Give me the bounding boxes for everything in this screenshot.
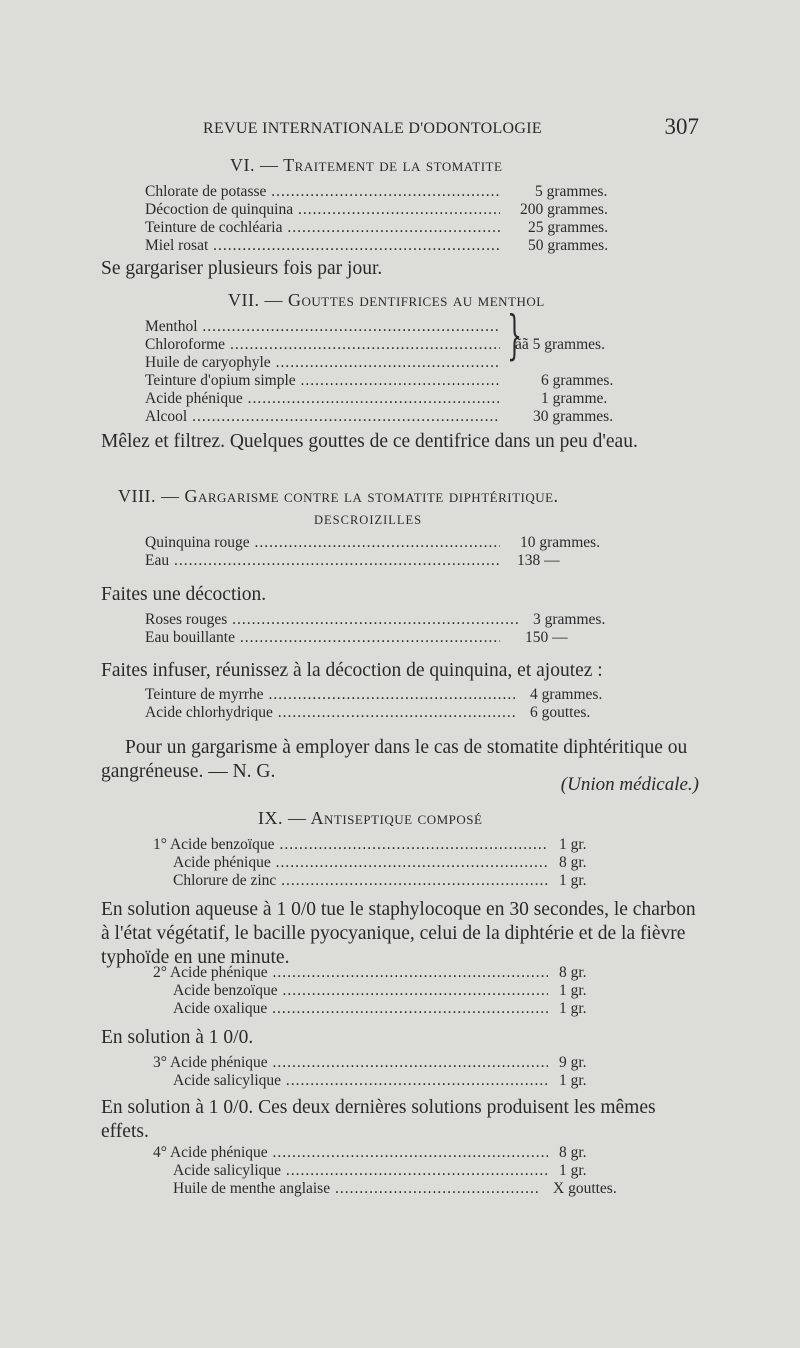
recipe-table-vi bbox=[145, 183, 630, 255]
instruction-text: Faites une décoction. bbox=[101, 584, 267, 605]
recipe-table-vii bbox=[145, 318, 645, 426]
table-row: Alcool ..... 30 grammes. bbox=[145, 408, 645, 426]
table-row: 4° Acide phénique ..... 8 gr. bbox=[153, 1144, 633, 1162]
recipe-table-viii-c bbox=[145, 686, 630, 722]
table-row: Quinquina rouge ..... 10 grammes. bbox=[145, 534, 630, 552]
table-row: Eau ..... 138 — bbox=[145, 552, 630, 570]
table-row: Huile de menthe anglaise ..... X gouttes. bbox=[173, 1180, 633, 1198]
table-row: Acide phénique ..... 1 gramme. bbox=[145, 390, 645, 408]
formula-2 bbox=[153, 964, 613, 1018]
formula-4 bbox=[153, 1144, 633, 1198]
table-row: Acide salicylique ..... 1 gr. bbox=[173, 1162, 633, 1180]
paragraph: En solution à 1 0/0. Ces deux dernières solutions produisent les mêmes effets. bbox=[101, 1097, 656, 1142]
table-row: Acide oxalique ..... 1 gr. bbox=[173, 1000, 613, 1018]
section-title-ix: IX. — Antiseptique composé bbox=[258, 808, 483, 828]
section-title-viii: VIII. — Gargarisme contre la stomatite diphtéritique. bbox=[118, 486, 559, 506]
instruction-text: En solution à 1 0/0. bbox=[101, 1027, 254, 1048]
source-citation: (Union médicale.) bbox=[560, 774, 699, 795]
author-name: DESCROIZILLES bbox=[314, 513, 423, 527]
group-quantity: ãã 5 grammes. bbox=[515, 336, 605, 353]
table-row: Chlorure de zinc ..... 1 gr. bbox=[173, 872, 613, 890]
table-row: Teinture d'opium simple ..... 6 grammes. bbox=[145, 372, 645, 390]
table-row: Acide salicylique ..... 1 gr. bbox=[173, 1072, 613, 1090]
instruction-text: Mêlez et filtrez. Quelques gouttes de ce dentifrice dans un peu d'eau. bbox=[101, 431, 638, 452]
table-row: Chloroforme ..... ãã 5 grammes. bbox=[145, 336, 645, 354]
table-row: 3° Acide phénique ..... 9 gr. bbox=[153, 1054, 613, 1072]
table-row: Teinture de cochléaria ..... 25 grammes. bbox=[145, 219, 630, 237]
table-row: Menthol ..... bbox=[145, 318, 645, 336]
section-title-vii: VII. — Gouttes dentifrices au menthol bbox=[228, 290, 545, 310]
recipe-table-viii-a bbox=[145, 534, 630, 570]
paragraph: Pour un gargarisme à employer dans le cas de stomatite diphtéritique ou gangréneuse. — N. G. bbox=[101, 737, 688, 782]
instruction-text: Se gargariser plusieurs fois par jour. bbox=[101, 258, 383, 279]
table-row: Acide benzoïque ..... 1 gr. bbox=[173, 982, 613, 1000]
table-row: Chlorate de potasse ..... 5 grammes. bbox=[145, 183, 630, 201]
instruction-text: Faites infuser, réunissez à la décoction de quinquina, et ajoutez : bbox=[101, 660, 603, 681]
table-row: Décoction de quinquina ..... 200 grammes. bbox=[145, 201, 630, 219]
table-row: Roses rouges ..... 3 grammes. bbox=[145, 611, 630, 629]
recipe-table-viii-b bbox=[145, 611, 630, 647]
paragraph: En solution aqueuse à 1 0/0 tue le staphylocoque en 30 secondes, le charbon à l'état végétatif, le bacille pyocyanique, celui de la diphtérie et de la fièvre typhoïde en une minute. bbox=[101, 899, 696, 968]
table-row: Teinture de myrrhe ..... 4 grammes. bbox=[145, 686, 630, 704]
section-title-vi: VI. — Traitement de la stomatite bbox=[230, 155, 503, 175]
table-row: Miel rosat ..... 50 grammes. bbox=[145, 237, 630, 255]
journal-title: REVUE INTERNATIONALE D'ODONTOLOGIE bbox=[203, 120, 542, 137]
table-row: 1° Acide benzoïque ..... 1 gr. bbox=[153, 836, 613, 854]
table-row: Huile de caryophyle ..... bbox=[145, 354, 645, 372]
page-number: 307 bbox=[664, 114, 699, 139]
table-row: Acide phénique ..... 8 gr. bbox=[173, 854, 613, 872]
table-row: Eau bouillante ..... 150 — bbox=[145, 629, 630, 647]
table-row: Acide chlorhydrique ..... 6 gouttes. bbox=[145, 704, 630, 722]
formula-3 bbox=[153, 1054, 613, 1090]
table-row: 2° Acide phénique ..... 8 gr. bbox=[153, 964, 613, 982]
running-header bbox=[203, 114, 703, 144]
brace-icon: } bbox=[507, 306, 522, 366]
formula-1 bbox=[153, 836, 613, 890]
